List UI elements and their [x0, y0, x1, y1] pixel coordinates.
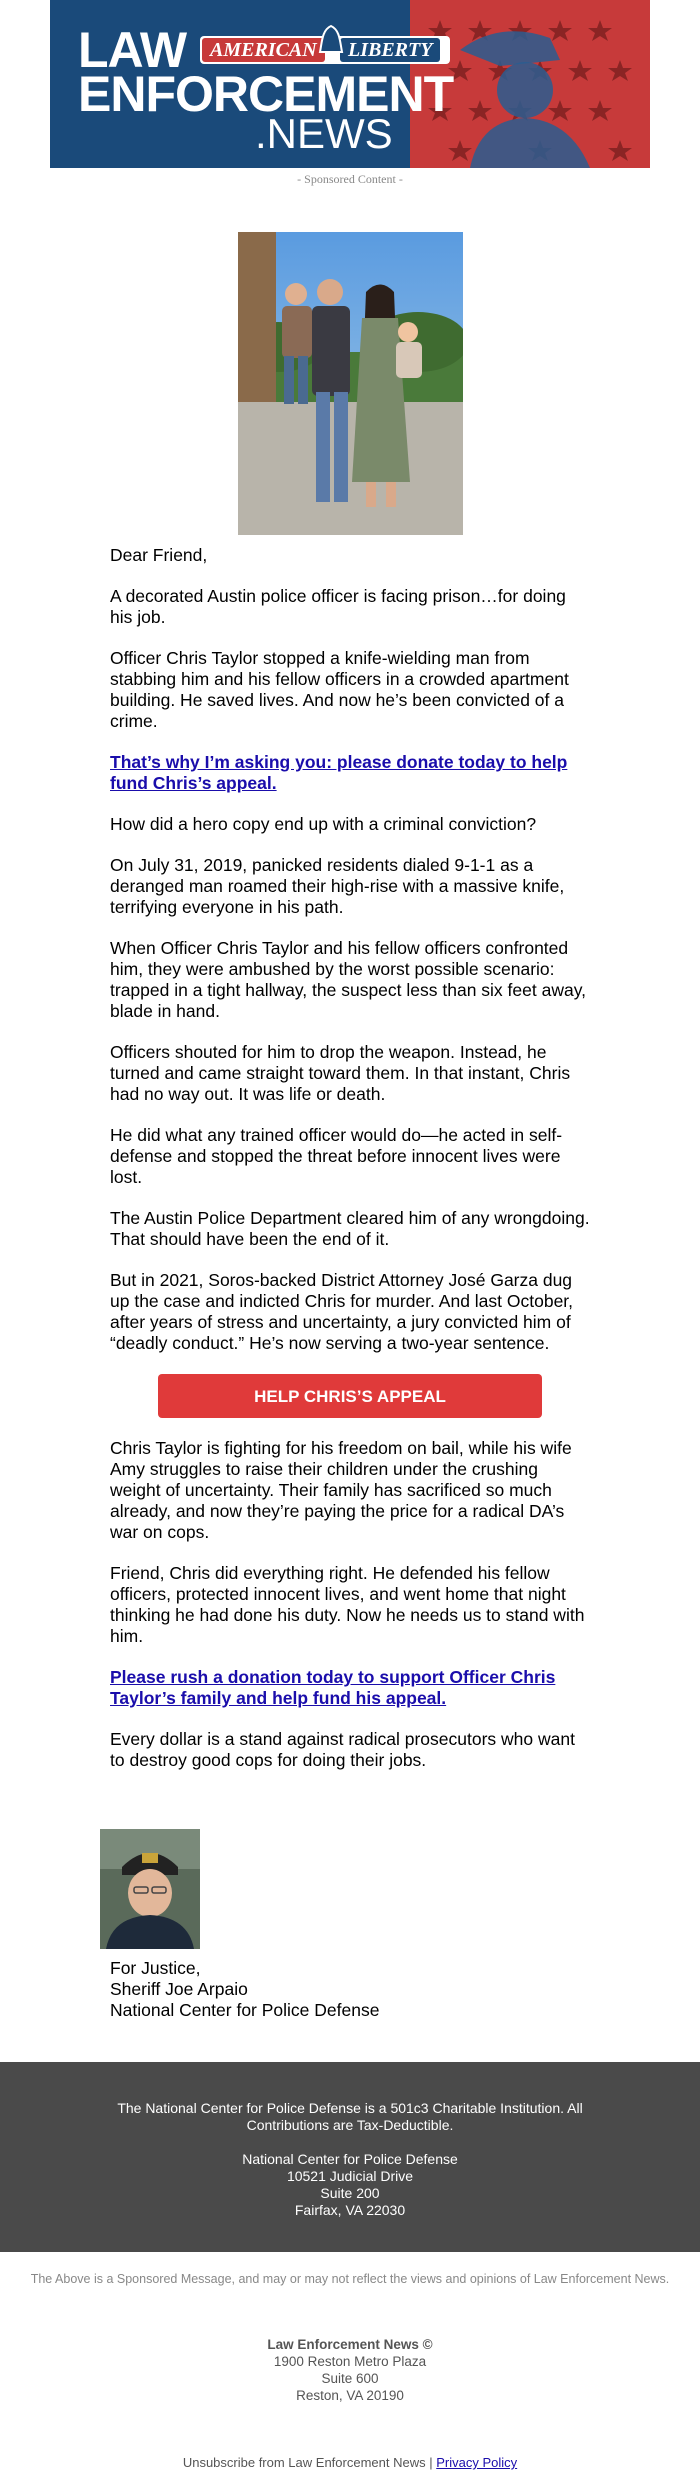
paragraph: The Austin Police Department cleared him of any wrongdoing. That should have been the end of it. [110, 1208, 590, 1249]
signature-block [110, 1958, 590, 2021]
charity-statement-line2: Contributions are Tax-Deductible. [246, 2117, 454, 2133]
publisher-address [0, 2336, 700, 2404]
unsubscribe-text[interactable]: Unsubscribe from Law Enforcement News [182, 2455, 426, 2470]
signer-name: Sheriff Joe Arpaio [110, 1979, 248, 1999]
paragraph: Chris Taylor is fighting for his freedom on bail, while his wife Amy struggles to raise their children under the crushing weight of uncertainty. Their family has sacrificed so much already, and now they’re paying the price for a radical DA’s war on cops. [110, 1438, 572, 1542]
donate-link[interactable]: That’s why I’m asking you: please donate today to help fund Chris’s appeal. [110, 752, 568, 793]
paragraph: Every dollar is a stand against radical prosecutors who want to destroy good cops for doing their jobs. [110, 1729, 575, 1770]
footer [0, 2062, 700, 2252]
help-appeal-button[interactable]: HELP CHRIS’S APPEAL [158, 1374, 542, 1418]
unsubscribe-bar [0, 2455, 700, 2470]
officer-silhouette [440, 20, 610, 168]
paragraph: How did a hero copy end up with a criminal conviction? [110, 814, 537, 834]
sponsored-label: - Sponsored Content - [297, 172, 403, 186]
badge-american: AMERICAN [202, 38, 325, 62]
paragraph: A decorated Austin police officer is facing prison…for doing his job. [110, 586, 566, 627]
family-photo [238, 232, 463, 535]
paragraph: Friend, Chris did everything right. He defended his fellow officers, protected innocent lives, and went home that night thinking he had done his duty. Now he needs us to stand with him. [110, 1563, 585, 1646]
publisher-suite: Suite 600 [321, 2371, 379, 2386]
footer-suite: Suite 200 [320, 2185, 380, 2201]
rush-donation-link[interactable]: Please rush a donation today to support Officer Chris Taylor’s family and help fund his appeal. [110, 1667, 556, 1708]
signer-org: National Center for Police Defense [110, 2000, 380, 2020]
header-banner[interactable] [50, 0, 650, 168]
footer-org: National Center for Police Defense [242, 2151, 458, 2167]
charity-statement-line1: The National Center for Police Defense is a 501c3 Charitable Institution. All [117, 2100, 583, 2116]
closing: For Justice, [110, 1958, 201, 1978]
greeting: Dear Friend, [110, 545, 208, 565]
paragraph: Officers shouted for him to drop the weapon. Instead, he turned and came straight toward them. In that instant, Chris had no way out. It was life or death. [110, 1042, 571, 1104]
footer-street: 10521 Judicial Drive [286, 2168, 414, 2184]
paragraph: He did what any trained officer would do—he acted in self-defense and stopped the threat before innocent lives were lost. [110, 1125, 563, 1187]
logo-title-line2: ENFORCEMENT [78, 66, 454, 122]
publisher-street: 1900 Reston Metro Plaza [273, 2354, 427, 2369]
separator: | [429, 2455, 433, 2470]
sponsored-disclaimer: The Above is a Sponsored Message, and may or may not reflect the views and opinions of Law Enforcement News. [30, 2272, 670, 2286]
logo-title-line3: .NEWS [255, 110, 393, 157]
publisher-name: Law Enforcement News © [267, 2337, 433, 2352]
publisher-city: Reston, VA 20190 [296, 2388, 404, 2403]
privacy-policy-link[interactable]: Privacy Policy [436, 2455, 518, 2470]
sheriff-avatar [100, 1829, 200, 1949]
paragraph: But in 2021, Soros-backed District Attorney José Garza dug up the case and indicted Chris for murder. And last October, after years of stress and uncertainty, a jury convicted him of “deadly conduct.” He’s now serving a two-year sentence. [110, 1270, 574, 1353]
badge-liberty: LIBERTY [340, 38, 440, 62]
paragraph: Officer Chris Taylor stopped a knife-wielding man from stabbing him and his fellow officers in a crowded apartment building. He saved lives. And now he’s been convicted of a crime. [110, 648, 569, 731]
paragraph: On July 31, 2019, panicked residents dialed 9-1-1 as a deranged man roamed their high-rise with a massive knife, terrifying everyone in his path. [110, 855, 565, 917]
liberty-bell-icon [316, 22, 346, 62]
paragraph: When Officer Chris Taylor and his fellow officers confronted him, they were ambushed by the worst possible scenario: trapped in a tight hallway, the suspect less than six feet away, blade in hand. [110, 938, 587, 1021]
letter-body [110, 545, 590, 1791]
footer-city: Fairfax, VA 22030 [294, 2202, 406, 2218]
logo-title-line1: LAW [78, 22, 187, 78]
